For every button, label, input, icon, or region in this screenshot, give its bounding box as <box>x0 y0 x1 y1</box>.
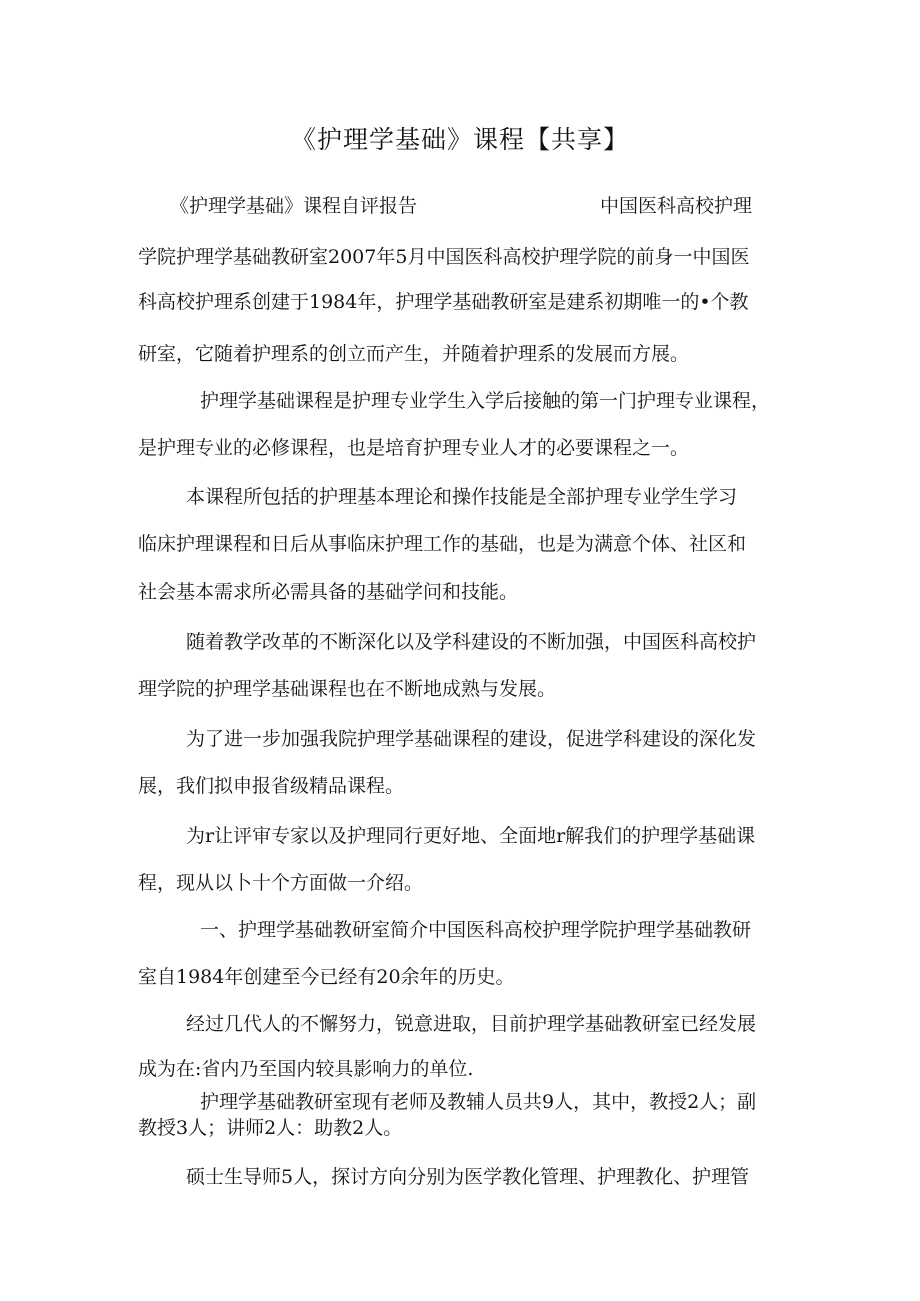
body-line: 经过几代人的不懈努力，锐意进取，目前护理学基础教研室已经发展 <box>186 1013 757 1035</box>
body-line: 社会基本需求所必需具备的基础学问和技能。 <box>138 581 519 603</box>
body-line: 护理学基础课程是护理专业学生入学后接触的第一门护理专业课程， <box>200 390 771 412</box>
body-line: 展，我们拟申报省级精品课程。 <box>138 775 405 797</box>
body-line: 是护理专业的必修课程，也是培育护理专业人才的必要课程之一。 <box>138 437 690 459</box>
document-title: 《护理学基础》课程【共享】 <box>290 125 629 154</box>
report-author-line: 中国医科高校护理 <box>600 195 753 217</box>
body-line: 室自1984年创建至今已经有20余年的历史。 <box>138 966 515 988</box>
body-line: 科高校护理系创建于1984年，护理学基础教研室是建系初期唯一的•个教 <box>138 291 749 313</box>
body-line: 一、护理学基础教研室简介中国医科高校护理学院护理学基础教研 <box>200 919 752 941</box>
body-line: 本课程所包括的护理基本理论和操作技能是全部护理专业学生学习 <box>186 486 738 508</box>
body-line: 硕士生导师5人，探讨方向分别为医学教化管理、护理教化、护理管 <box>186 1166 750 1188</box>
body-line: 教授3人；讲师2人：助教2人。 <box>138 1117 403 1139</box>
body-line: 学院护理学基础教研室2007年5月中国医科高校护理学院的前身一中国医 <box>138 246 750 268</box>
body-line: 为了进一步加强我院护理学基础课程的建设，促进学科建设的深化发 <box>186 728 757 750</box>
body-line: 成为在:省内乃至国内较具影响力的单位. <box>138 1058 474 1080</box>
body-line: 临床护理课程和日后从事临床护理工作的基础，也是为满意个体、社区和 <box>138 533 747 555</box>
body-line: 护理学基础教研室现有老师及教辅人员共9人，其中，教授2人；副 <box>200 1091 757 1113</box>
body-line: 理学院的护理学基础课程也在不断地成熟与发展。 <box>138 678 557 700</box>
body-line: 研室，它随着护理系的创立而产生，并随着护理系的发展而方展。 <box>138 343 690 365</box>
body-line: 程，现从以卜十个方面做一介绍。 <box>138 872 424 894</box>
report-subtitle: 《护理学基础》课程自评报告 <box>170 195 418 217</box>
body-line: 为r让评审专家以及护理同行更好地、全面地r解我们的护理学基础课 <box>186 825 756 847</box>
body-line: 随着教学改革的不断深化以及学科建设的不断加强，中国医科高校护 <box>186 631 757 653</box>
